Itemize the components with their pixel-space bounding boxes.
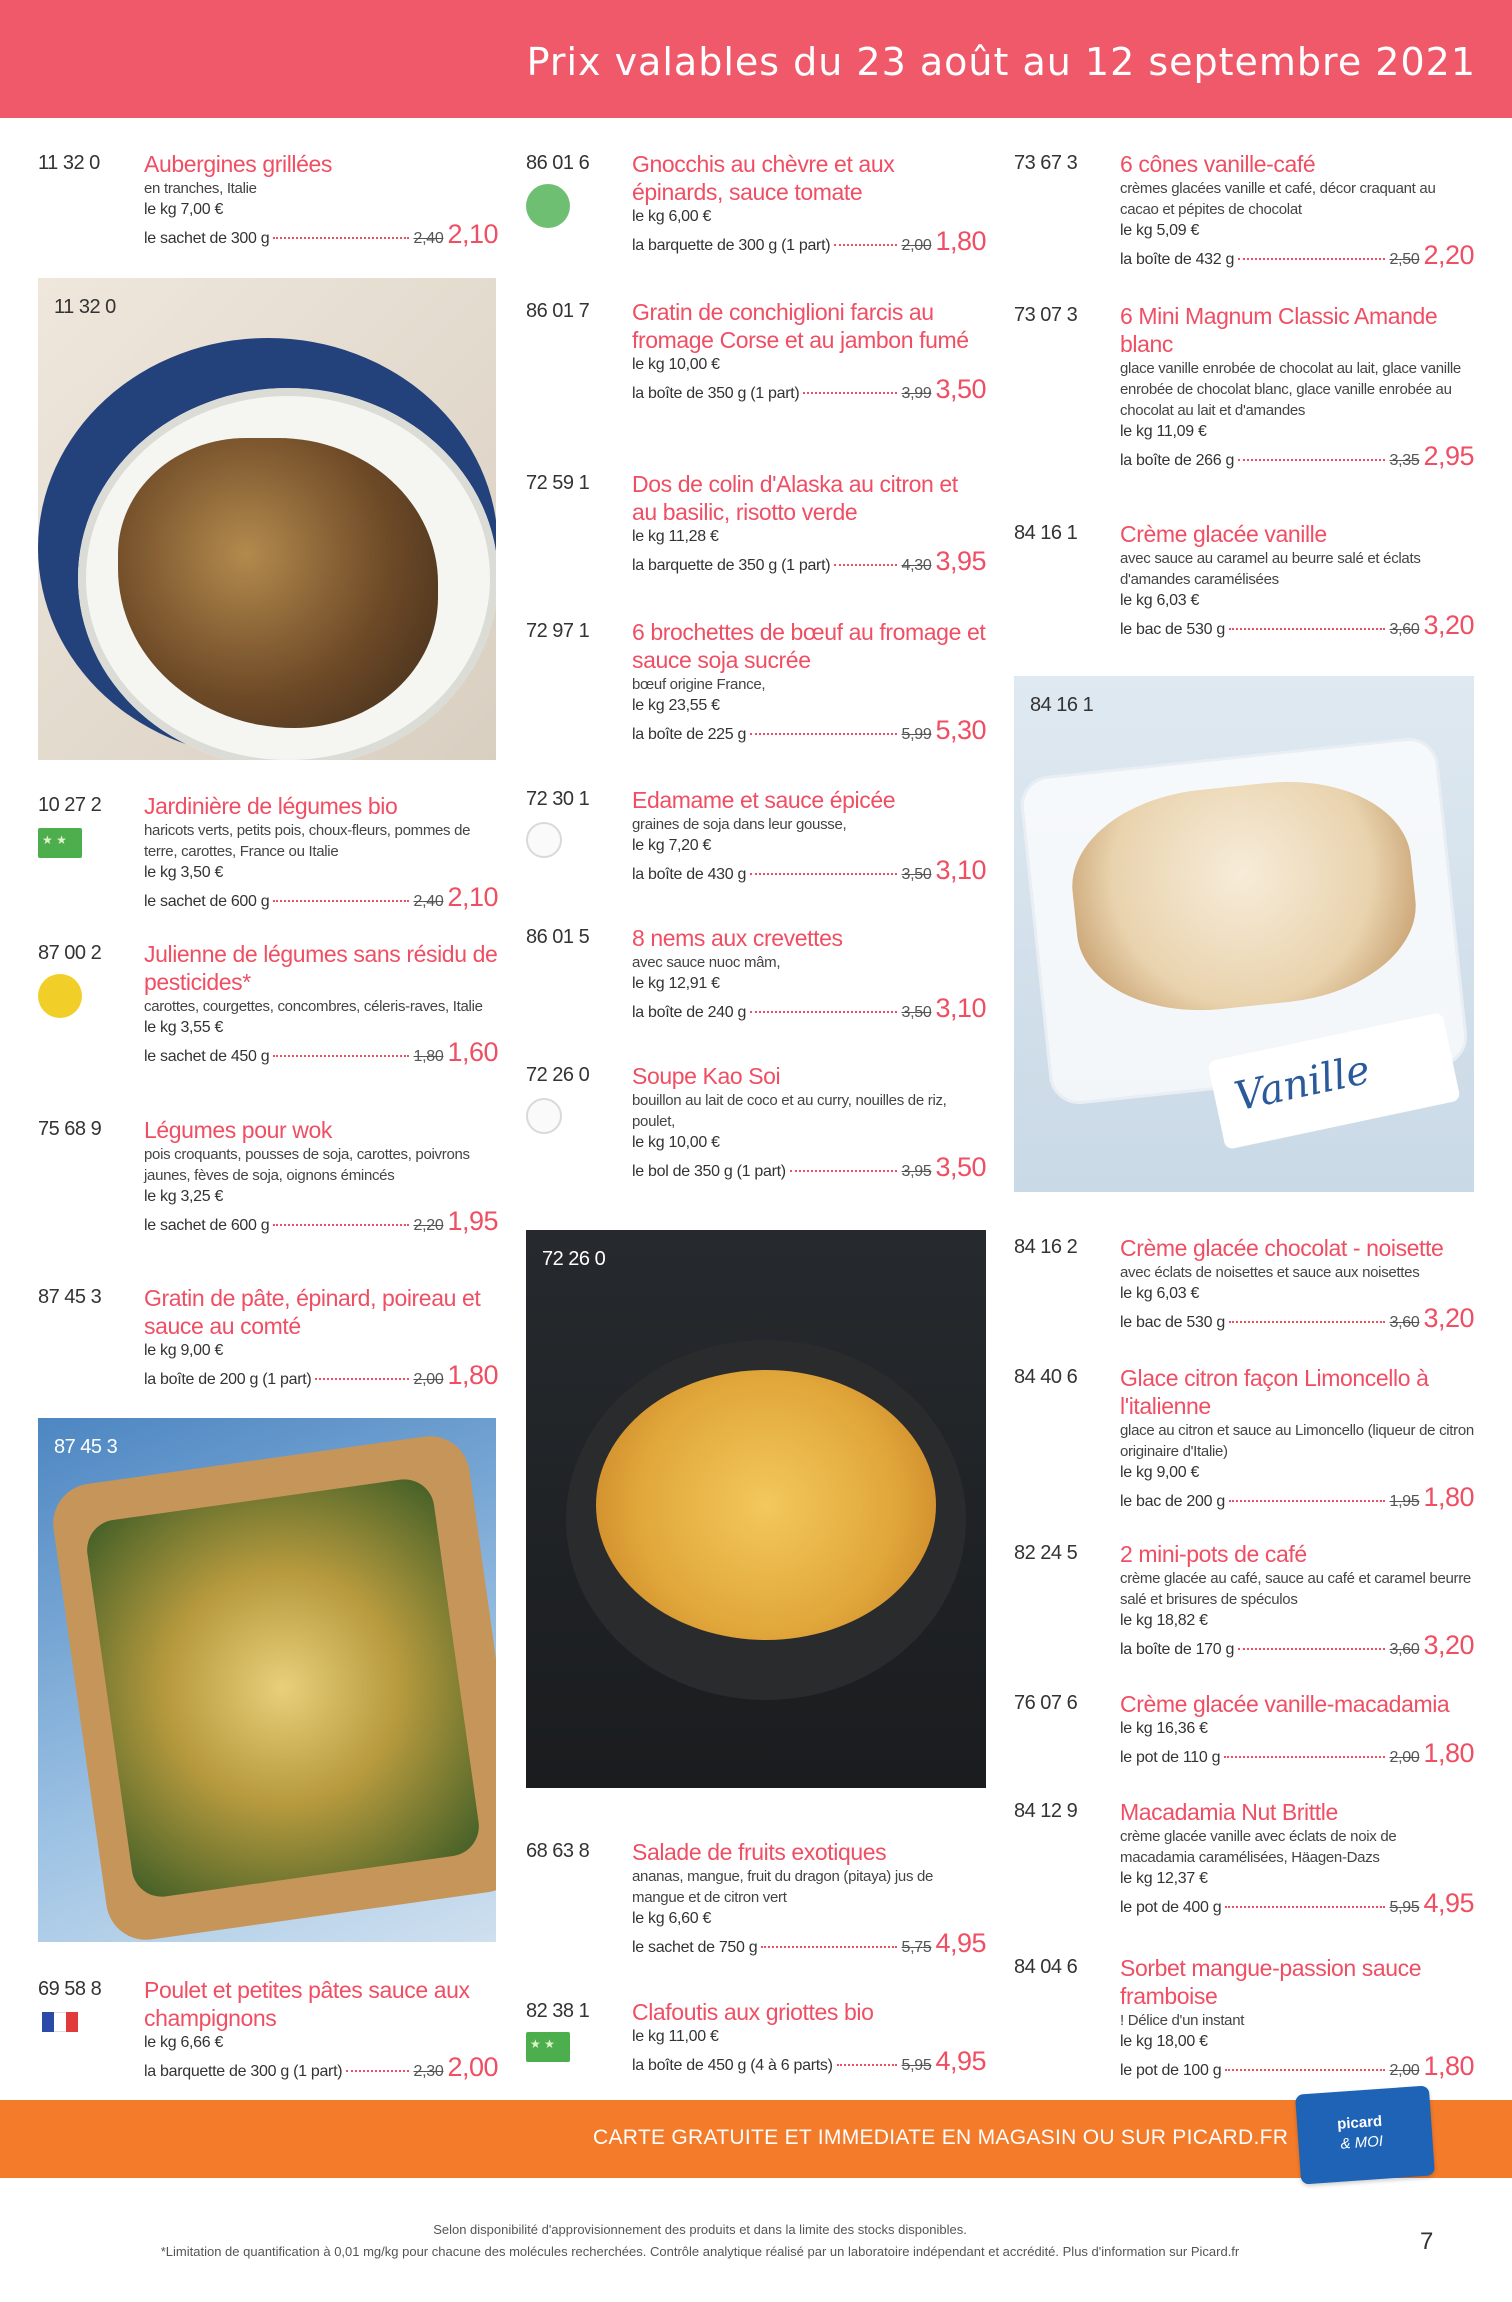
product-desc: crèmes glacées vanille et café, décor craquant au cacao et pépites de chocolat: [1120, 180, 1436, 218]
product-name: Aubergines grillées: [144, 151, 333, 177]
pack-size: la boîte de 170 g: [1120, 1641, 1235, 1658]
pack-size: la barquette de 300 g (1 part): [144, 2063, 343, 2080]
no-pesticide-label-icon: [38, 974, 82, 1018]
product-name: 8 nems aux crevettes: [632, 925, 843, 951]
loyalty-banner: [0, 2100, 1512, 2178]
old-price: 3,50: [901, 1004, 932, 1021]
product-code: 86 01 7: [526, 300, 590, 322]
pack-size: le sachet de 750 g: [632, 1939, 758, 1956]
old-price: 3,99: [901, 385, 932, 402]
new-price: 4,95: [935, 1928, 986, 1958]
product-name: 6 brochettes de bœuf au fromage et sauce soja sucrée: [632, 619, 986, 673]
spicy-label-icon: [526, 1098, 562, 1134]
product-name: Poulet et petites pâtes sauce aux champignons: [144, 1977, 470, 2031]
new-price: 2,00: [447, 2052, 498, 2082]
product-name: Gratin de pâte, épinard, poireau et sauce au comté: [144, 1285, 481, 1339]
gratin-photo: [38, 1418, 496, 1942]
old-price: 2,00: [901, 237, 932, 254]
product-desc: pois croquants, pousses de soja, carottes, poivrons jaunes, fèves de soja, oignons émincés: [144, 1146, 470, 1184]
new-price: 1,80: [447, 1360, 498, 1390]
card-brand: picard: [1336, 2112, 1383, 2133]
pack-size: la boîte de 240 g: [632, 1004, 747, 1021]
soup-photo: [526, 1230, 986, 1788]
old-price: 1,95: [1389, 1493, 1420, 1510]
product-name: Soupe Kao Soi: [632, 1063, 781, 1089]
new-price: 1,80: [935, 226, 986, 256]
card-sub: & MOI: [1339, 2132, 1384, 2153]
pack-size: le pot de 100 g: [1120, 2062, 1222, 2079]
old-price: 5,75: [901, 1939, 932, 1956]
new-price: 1,80: [1423, 1738, 1474, 1768]
product-code: 84 16 1: [1014, 522, 1078, 544]
product-desc: ananas, mangue, fruit du dragon (pitaya) jus de mangue et de citron vert: [632, 1868, 934, 1906]
product-name: Dos de colin d'Alaska au citron et au basilic, risotto verde: [632, 471, 958, 525]
new-price: 3,10: [935, 855, 986, 885]
old-price: 2,50: [1389, 251, 1420, 268]
vanilla-ice-cream-photo: [1014, 676, 1474, 1192]
new-price: 4,95: [1423, 1888, 1474, 1918]
product-code: 73 67 3: [1014, 152, 1078, 174]
pack-size: la barquette de 350 g (1 part): [632, 557, 831, 574]
new-price: 2,10: [447, 219, 498, 249]
old-price: 3,95: [901, 1163, 932, 1180]
old-price: 2,20: [413, 1217, 444, 1234]
aubergines-photo: [38, 278, 496, 760]
product-code: 11 32 0: [38, 152, 100, 174]
product-name: Gnocchis au chèvre et aux épinards, sauce tomate: [632, 151, 895, 205]
price-per-kg: le kg 16,36 €: [1120, 1720, 1208, 1737]
old-price: 3,35: [1389, 452, 1420, 469]
spicy-label-icon: [526, 822, 562, 858]
new-price: 1,60: [447, 1037, 498, 1067]
new-price: 2,20: [1423, 240, 1474, 270]
product-name: Crème glacée vanille: [1120, 521, 1327, 547]
price-per-kg: le kg 10,00 €: [632, 356, 720, 373]
old-price: 2,00: [413, 1371, 444, 1388]
pack-size: la boîte de 350 g (1 part): [632, 385, 800, 402]
product-desc: crème glacée au café, sauce au café et caramel beurre salé et brisures de spéculos: [1120, 1570, 1471, 1608]
pack-size: la boîte de 432 g: [1120, 251, 1235, 268]
old-price: 5,95: [901, 2057, 932, 2074]
tub-label: Vanille: [1230, 1046, 1375, 1121]
price-per-kg: le kg 18,82 €: [1120, 1612, 1208, 1629]
product-code: 72 59 1: [526, 472, 590, 494]
legal-availability: Selon disponibilité d'approvisionnement des produits et dans la limite des stocks disponibles.: [433, 2222, 967, 2237]
price-per-kg: le kg 9,00 €: [144, 1342, 224, 1359]
old-price: 2,40: [413, 893, 444, 910]
price-per-kg: le kg 23,55 €: [632, 697, 720, 714]
old-price: 3,60: [1389, 1314, 1420, 1331]
old-price: 1,80: [413, 1048, 444, 1065]
product-name: 2 mini-pots de café: [1120, 1541, 1307, 1567]
pack-size: le bac de 530 g: [1120, 1314, 1225, 1331]
price-per-kg: le kg 18,00 €: [1120, 2033, 1208, 2050]
photo-ref-code: 87 45 3: [54, 1436, 118, 1458]
loyalty-card-icon: [1295, 2085, 1435, 2184]
product-desc: graines de soja dans leur gousse,: [632, 816, 847, 833]
pack-size: la barquette de 300 g (1 part): [632, 237, 831, 254]
page-number: 7: [1420, 2228, 1434, 2255]
new-price: 3,95: [935, 546, 986, 576]
product-desc: avec éclats de noisettes et sauce aux noisettes: [1120, 1264, 1420, 1281]
new-price: 5,30: [935, 715, 986, 745]
new-price: 1,80: [1423, 2051, 1474, 2081]
french-flag-icon: [38, 2004, 82, 2044]
price-per-kg: le kg 12,91 €: [632, 975, 720, 992]
new-price: 3,20: [1423, 1303, 1474, 1333]
header-banner: [0, 0, 1512, 118]
product-code: 84 04 6: [1014, 1956, 1078, 1978]
product-name: Salade de fruits exotiques: [632, 1839, 887, 1865]
price-per-kg: le kg 10,00 €: [632, 1134, 720, 1151]
price-per-kg: le kg 3,25 €: [144, 1188, 224, 1205]
product-code: 68 63 8: [526, 1840, 590, 1862]
product-name: 6 cônes vanille-café: [1120, 151, 1316, 177]
pack-size: la boîte de 430 g: [632, 866, 747, 883]
product-name: Crème glacée vanille-macadamia: [1120, 1691, 1450, 1717]
product-code: 69 58 8: [38, 1978, 102, 2000]
product-desc: avec sauce au caramel au beurre salé et éclats d'amandes caramélisées: [1120, 550, 1421, 588]
photo-ref-code: 84 16 1: [1030, 694, 1094, 716]
price-per-kg: le kg 11,09 €: [1120, 423, 1207, 440]
price-per-kg: le kg 6,03 €: [1120, 592, 1200, 609]
product-code: 86 01 6: [526, 152, 590, 174]
product-code: 86 01 5: [526, 926, 590, 948]
photo-ref-code: 11 32 0: [54, 296, 116, 318]
price-per-kg: le kg 11,28 €: [632, 528, 719, 545]
old-price: 3,50: [901, 866, 932, 883]
product-desc: glace vanille enrobée de chocolat au lait, glace vanille enrobée de chocolat blanc, glace vanille enrobée au chocolat au lait et d'amandes: [1120, 360, 1461, 419]
pack-size: la boîte de 266 g: [1120, 452, 1235, 469]
eu-organic-icon: [38, 828, 82, 858]
price-per-kg: le kg 7,00 €: [144, 201, 224, 218]
product-code: 72 30 1: [526, 788, 590, 810]
product-code: 87 45 3: [38, 1286, 102, 1308]
product-code: 87 00 2: [38, 942, 102, 964]
product-desc: avec sauce nuoc mâm,: [632, 954, 781, 971]
price-per-kg: le kg 6,60 €: [632, 1910, 712, 1927]
product-name: Gratin de conchiglioni farcis au fromage Corse et au jambon fumé: [632, 299, 969, 353]
product-desc: en tranches, Italie: [144, 180, 257, 197]
price-per-kg: le kg 9,00 €: [1120, 1464, 1200, 1481]
price-per-kg: le kg 7,20 €: [632, 837, 712, 854]
product-desc: crème glacée vanille avec éclats de noix de macadamia caramélisées, Häagen-Dazs: [1120, 1828, 1397, 1866]
old-price: 2,00: [1389, 2062, 1420, 2079]
pack-size: le bac de 530 g: [1120, 621, 1225, 638]
old-price: 3,60: [1389, 621, 1420, 638]
product-code: 76 07 6: [1014, 1692, 1078, 1714]
old-price: 2,00: [1389, 1749, 1420, 1766]
price-per-kg: le kg 11,00 €: [632, 2028, 719, 2045]
price-per-kg: le kg 3,55 €: [144, 1019, 224, 1036]
product-name: Légumes pour wok: [144, 1117, 332, 1143]
product-desc: carottes, courgettes, concombres, céleris-raves, Italie: [144, 998, 483, 1015]
old-price: 4,30: [901, 557, 932, 574]
product-code: 82 24 5: [1014, 1542, 1078, 1564]
new-price: 3,10: [935, 993, 986, 1023]
pack-size: la boîte de 225 g: [632, 726, 747, 743]
product-name: Glace citron façon Limoncello à l'italienne: [1120, 1365, 1429, 1419]
product-name: Crème glacée chocolat - noisette: [1120, 1235, 1444, 1261]
price-per-kg: le kg 6,00 €: [632, 208, 712, 225]
product-code: 84 16 2: [1014, 1236, 1078, 1258]
product-name: Macadamia Nut Brittle: [1120, 1799, 1338, 1825]
old-price: 5,99: [901, 726, 932, 743]
product-code: 72 97 1: [526, 620, 590, 642]
pack-size: le sachet de 300 g: [144, 230, 270, 247]
new-price: 3,50: [935, 374, 986, 404]
price-per-kg: le kg 6,03 €: [1120, 1285, 1200, 1302]
new-price: 1,80: [1423, 1482, 1474, 1512]
pack-size: la boîte de 200 g (1 part): [144, 1371, 312, 1388]
product-code: 84 40 6: [1014, 1366, 1078, 1388]
price-per-kg: le kg 3,50 €: [144, 864, 224, 881]
product-code: 72 26 0: [526, 1064, 590, 1086]
product-code: 10 27 2: [38, 794, 102, 816]
old-price: 2,30: [413, 2063, 444, 2080]
product-code: 82 38 1: [526, 2000, 590, 2022]
new-price: 3,20: [1423, 1630, 1474, 1660]
old-price: 5,95: [1389, 1899, 1420, 1916]
price-per-kg: le kg 6,66 €: [144, 2034, 224, 2051]
price-per-kg: le kg 12,37 €: [1120, 1870, 1208, 1887]
product-name: Edamame et sauce épicée: [632, 787, 896, 813]
loyalty-banner-text: CARTE GRATUITE ET IMMEDIATE EN MAGASIN OU SUR PICARD.FR: [593, 2126, 1289, 2149]
product-desc: glace au citron et sauce au Limoncello (liqueur de citron originaire d'Italie): [1120, 1422, 1474, 1460]
eu-organic-icon: [526, 2032, 570, 2062]
new-price: 2,95: [1423, 441, 1474, 471]
validity-title: Prix valables du 23 août au 12 septembre 2021: [526, 40, 1476, 84]
price-per-kg: le kg 5,09 €: [1120, 222, 1200, 239]
old-price: 2,40: [413, 230, 444, 247]
pack-size: le bac de 200 g: [1120, 1493, 1225, 1510]
product-code: 73 07 3: [1014, 304, 1078, 326]
product-desc: haricots verts, petits pois, choux-fleurs, pommes de terre, carottes, France ou Italie: [144, 822, 471, 860]
product-name: Sorbet mangue-passion sauce framboise: [1120, 1955, 1422, 2009]
new-price: 2,10: [447, 882, 498, 912]
product-desc: bœuf origine France,: [632, 676, 766, 693]
product-name: Jardinière de légumes bio: [144, 793, 398, 819]
new-price: 1,95: [447, 1206, 498, 1236]
legal-pesticides: *Limitation de quantification à 0,01 mg/kg pour chacune des molécules recherchées. Contrôle analytique réalisé par un laboratoire indépendant et accrédité. Plus d'information sur Picard.fr: [160, 2244, 1240, 2259]
product-name: 6 Mini Magnum Classic Amande blanc: [1120, 303, 1438, 357]
pack-size: la boîte de 450 g (4 à 6 parts): [632, 2057, 833, 2074]
pack-size: le sachet de 600 g: [144, 1217, 270, 1234]
pack-size: le sachet de 450 g: [144, 1048, 270, 1065]
product-code: 84 12 9: [1014, 1800, 1078, 1822]
product-code: 75 68 9: [38, 1118, 102, 1140]
vegetarian-label-icon: [526, 184, 570, 228]
pack-size: le pot de 110 g: [1120, 1749, 1221, 1766]
new-price: 3,50: [935, 1152, 986, 1182]
new-price: 4,95: [935, 2046, 986, 2076]
old-price: 3,60: [1389, 1641, 1420, 1658]
product-desc: ! Délice d'un instant: [1120, 2012, 1245, 2029]
product-name: Julienne de légumes sans résidu de pesticides*: [144, 941, 498, 995]
pack-size: le sachet de 600 g: [144, 893, 270, 910]
new-price: 3,20: [1423, 610, 1474, 640]
pack-size: le pot de 400 g: [1120, 1899, 1222, 1916]
pack-size: le bol de 350 g (1 part): [632, 1163, 786, 1180]
photo-ref-code: 72 26 0: [542, 1248, 606, 1270]
product-name: Clafoutis aux griottes bio: [632, 1999, 874, 2025]
product-desc: bouillon au lait de coco et au curry, nouilles de riz, poulet,: [632, 1092, 947, 1130]
